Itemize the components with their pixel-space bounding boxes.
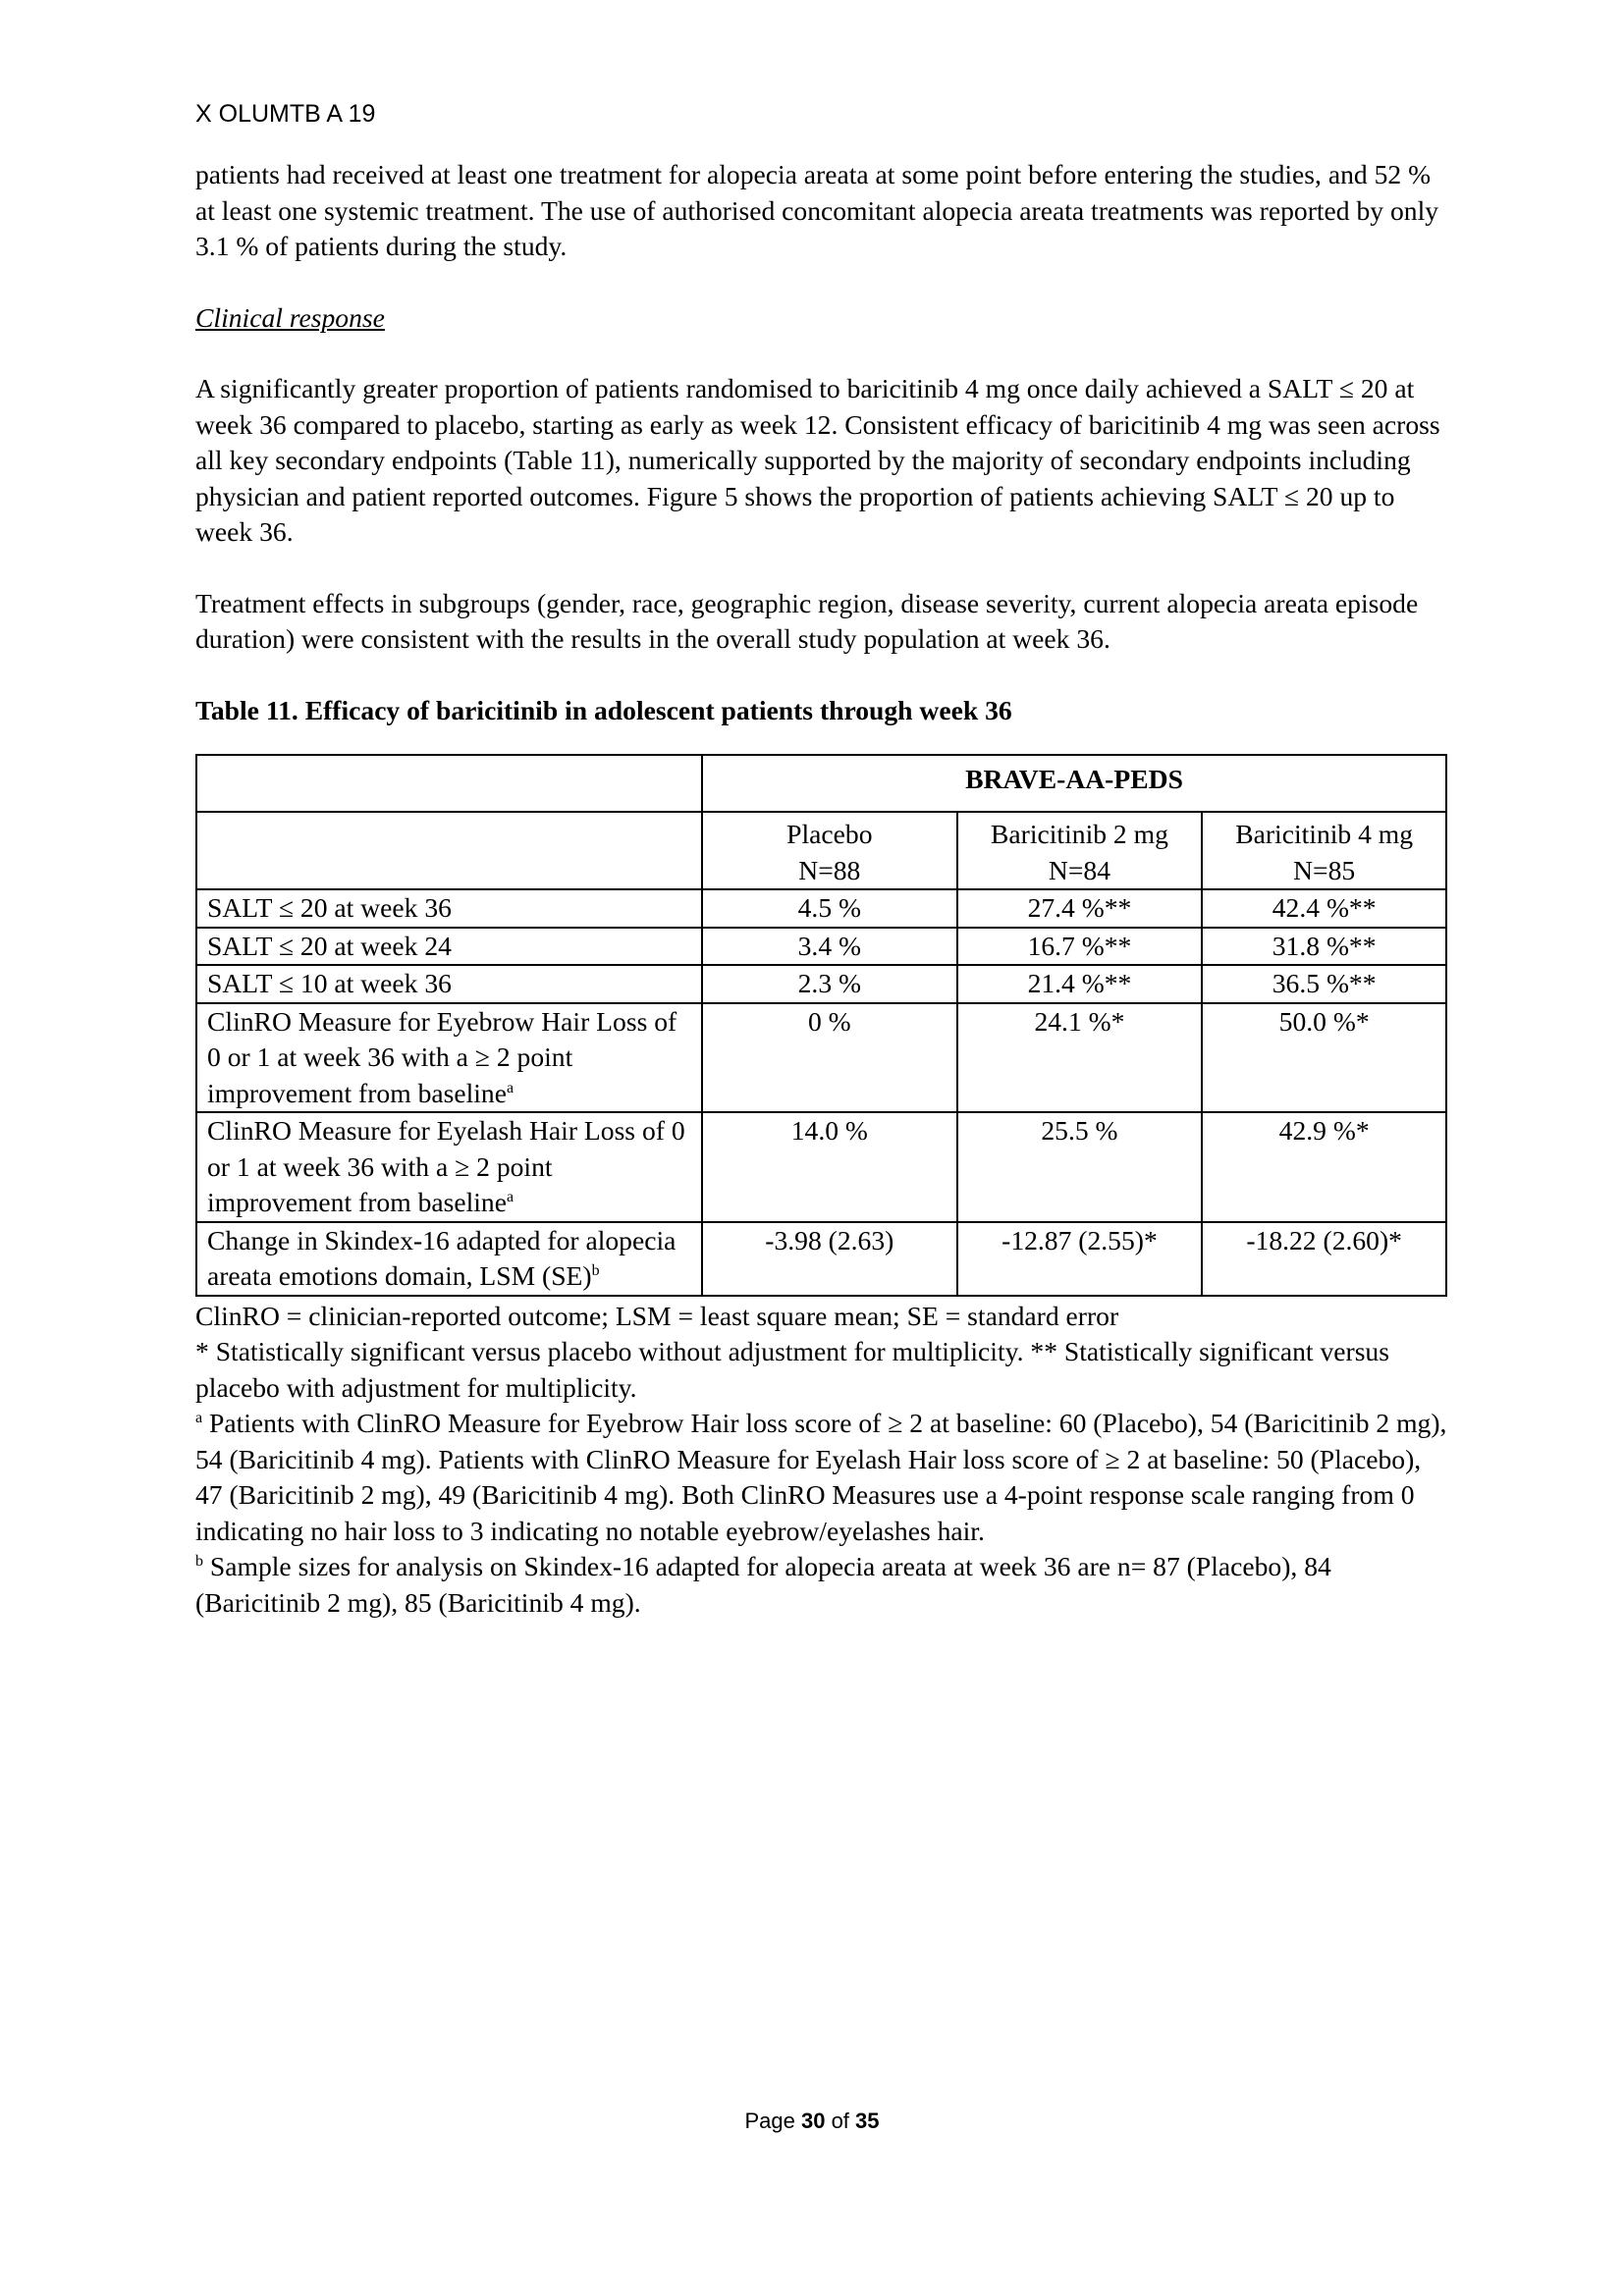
table-cell: 4.5 % [702,889,957,928]
table-cell: 0 % [702,1003,957,1113]
row-label-text: ClinRO Measure for Eyebrow Hair Loss of 0 or 1 at week 36 with a ≥ 2 point improvement from baseline [207,1005,677,1108]
page-footer [0,2109,1624,2134]
footnote-marker: b [591,1261,600,1279]
footnote-marker: a [195,1409,203,1426]
row-label-text: SALT ≤ 20 at week 24 [207,930,452,961]
row-label [196,1003,702,1113]
column-name: Placebo [786,819,873,849]
table-row [196,928,1446,966]
table-row [196,889,1446,928]
table-header-row-study [196,755,1446,812]
table-row [196,965,1446,1003]
row-label-text: ClinRO Measure for Eyelash Hair Loss of 0 or 1 at week 36 with a ≥ 2 point improvement from baseline [207,1115,685,1217]
row-label-text: SALT ≤ 10 at week 36 [207,968,452,998]
row-label [196,928,702,966]
footnote-a-text: Patients with ClinRO Measure for Eyebrow Hair loss score of ≥ 2 at baseline: 60 (Placebo), 54 (Baricitinib 2 mg), 54 (Baricitinib 4 mg). Patients with ClinRO Measure for Eyelash Hair loss score of ≥ 2 at baseline: 50 (Placebo), 47 (Baricitinib 2 mg), 49 (Baricitinib 4 mg). Both ClinRO Measures use a 4-point response scale ranging from 0 indicating no hair loss to 3 indicating no notable eyebrow/eyelashes hair. [195,1408,1447,1546]
row-label-text: SALT ≤ 20 at week 36 [207,892,452,923]
paragraph-clinical-response: A significantly greater proportion of patients randomised to baricitinib 4 mg once daily achieved a SALT ≤ 20 at week 36 compared to placebo, starting as early as week 12. Consistent efficacy of baricitinib 4 mg was seen across all key secondary endpoints (Table 11), numerically supported by the majority of secondary endpoints including physician and patient reported outcomes. Figure 5 shows the proportion of patients achieving SALT ≤ 20 up to week 36. [195,373,1440,547]
table-notes [195,1299,1452,1622]
column-header-placebo [702,812,957,889]
row-label [196,1222,702,1296]
section-heading: Clinical response [195,301,385,333]
table-empty-header-cell [196,812,702,889]
table-title: Table 11. Efficacy of baricitinib in adolescent patients through week 36 [195,694,1012,725]
table-cell: 50.0 %* [1202,1003,1446,1113]
table-row [196,1112,1446,1222]
footnote-b-text: Sample sizes for analysis on Skindex-16 adapted for alopecia areata at week 36 are n= 87 (Placebo), 84 (Baricitinib 2 mg), 85 (Baricitinib 4 mg). [195,1551,1331,1618]
intro-paragraph: patients had received at least one treatment for alopecia areata at some point before entering the studies, and 52 % at least one systemic treatment. The use of authorised concomitant alopecia areata treatments was reported by only 3.1 % of patients during the study. [195,159,1439,261]
row-label-text: Change in Skindex-16 adapted for alopecia areata emotions domain, LSM (SE) [207,1224,677,1291]
table-cell: 25.5 % [957,1112,1203,1222]
column-n: N=84 [1048,854,1110,885]
table-cell: 14.0 % [702,1112,957,1222]
table-cell: 24.1 %* [957,1003,1203,1113]
table-cell: 42.4 %** [1202,889,1446,928]
table-cell: 27.4 %** [957,889,1203,928]
footer-prefix: Page [744,2109,801,2133]
main-content [195,157,1452,1621]
row-label [196,889,702,928]
row-label [196,965,702,1003]
significance-note: * Statistically significant versus placebo without adjustment for multiplicity. ** Statistically significant versus placebo with adjustment for multiplicity. [195,1336,1389,1403]
table-cell: -3.98 (2.63) [702,1222,957,1296]
table-cell: -18.22 (2.60)* [1202,1222,1446,1296]
row-label [196,1112,702,1222]
document-header: X OLUMTB A 19 [195,100,376,128]
efficacy-table [195,754,1447,1297]
footnote-marker: a [506,1079,514,1096]
footnote-a [195,1406,1452,1549]
study-header: BRAVE-AA-PEDS [702,755,1446,812]
table-cell: 16.7 %** [957,928,1203,966]
paragraph-subgroups: Treatment effects in subgroups (gender, race, geographic region, disease severity, current alopecia areata episode duration) were consistent with the results in the overall study population at week 36. [195,587,1419,654]
column-name: Baricitinib 4 mg [1235,819,1414,849]
table-row [196,1003,1446,1113]
table-row [196,1222,1446,1296]
table-corner-cell [196,755,702,812]
column-header-baricitinib-4mg [1202,812,1446,889]
footnote-marker: a [506,1188,514,1205]
column-n: N=88 [798,854,861,885]
column-n: N=85 [1293,854,1356,885]
table-cell: 42.9 %* [1202,1112,1446,1222]
table-header-row-arms [196,812,1446,889]
page-total: 35 [855,2109,880,2133]
table-cell: 31.8 %** [1202,928,1446,966]
table-cell: 36.5 %** [1202,965,1446,1003]
table-cell: 3.4 % [702,928,957,966]
table-cell: 21.4 %** [957,965,1203,1003]
table-cell: -12.87 (2.55)* [957,1222,1203,1296]
column-header-baricitinib-2mg [957,812,1203,889]
page-number: 30 [800,2109,826,2133]
column-name: Baricitinib 2 mg [991,819,1168,849]
table-cell: 2.3 % [702,965,957,1003]
abbreviations-note: ClinRO = clinician-reported outcome; LSM = least square mean; SE = standard error [195,1300,1119,1331]
footnote-b [195,1549,1452,1621]
footnote-marker: b [195,1552,203,1570]
footer-of: of [825,2109,856,2133]
